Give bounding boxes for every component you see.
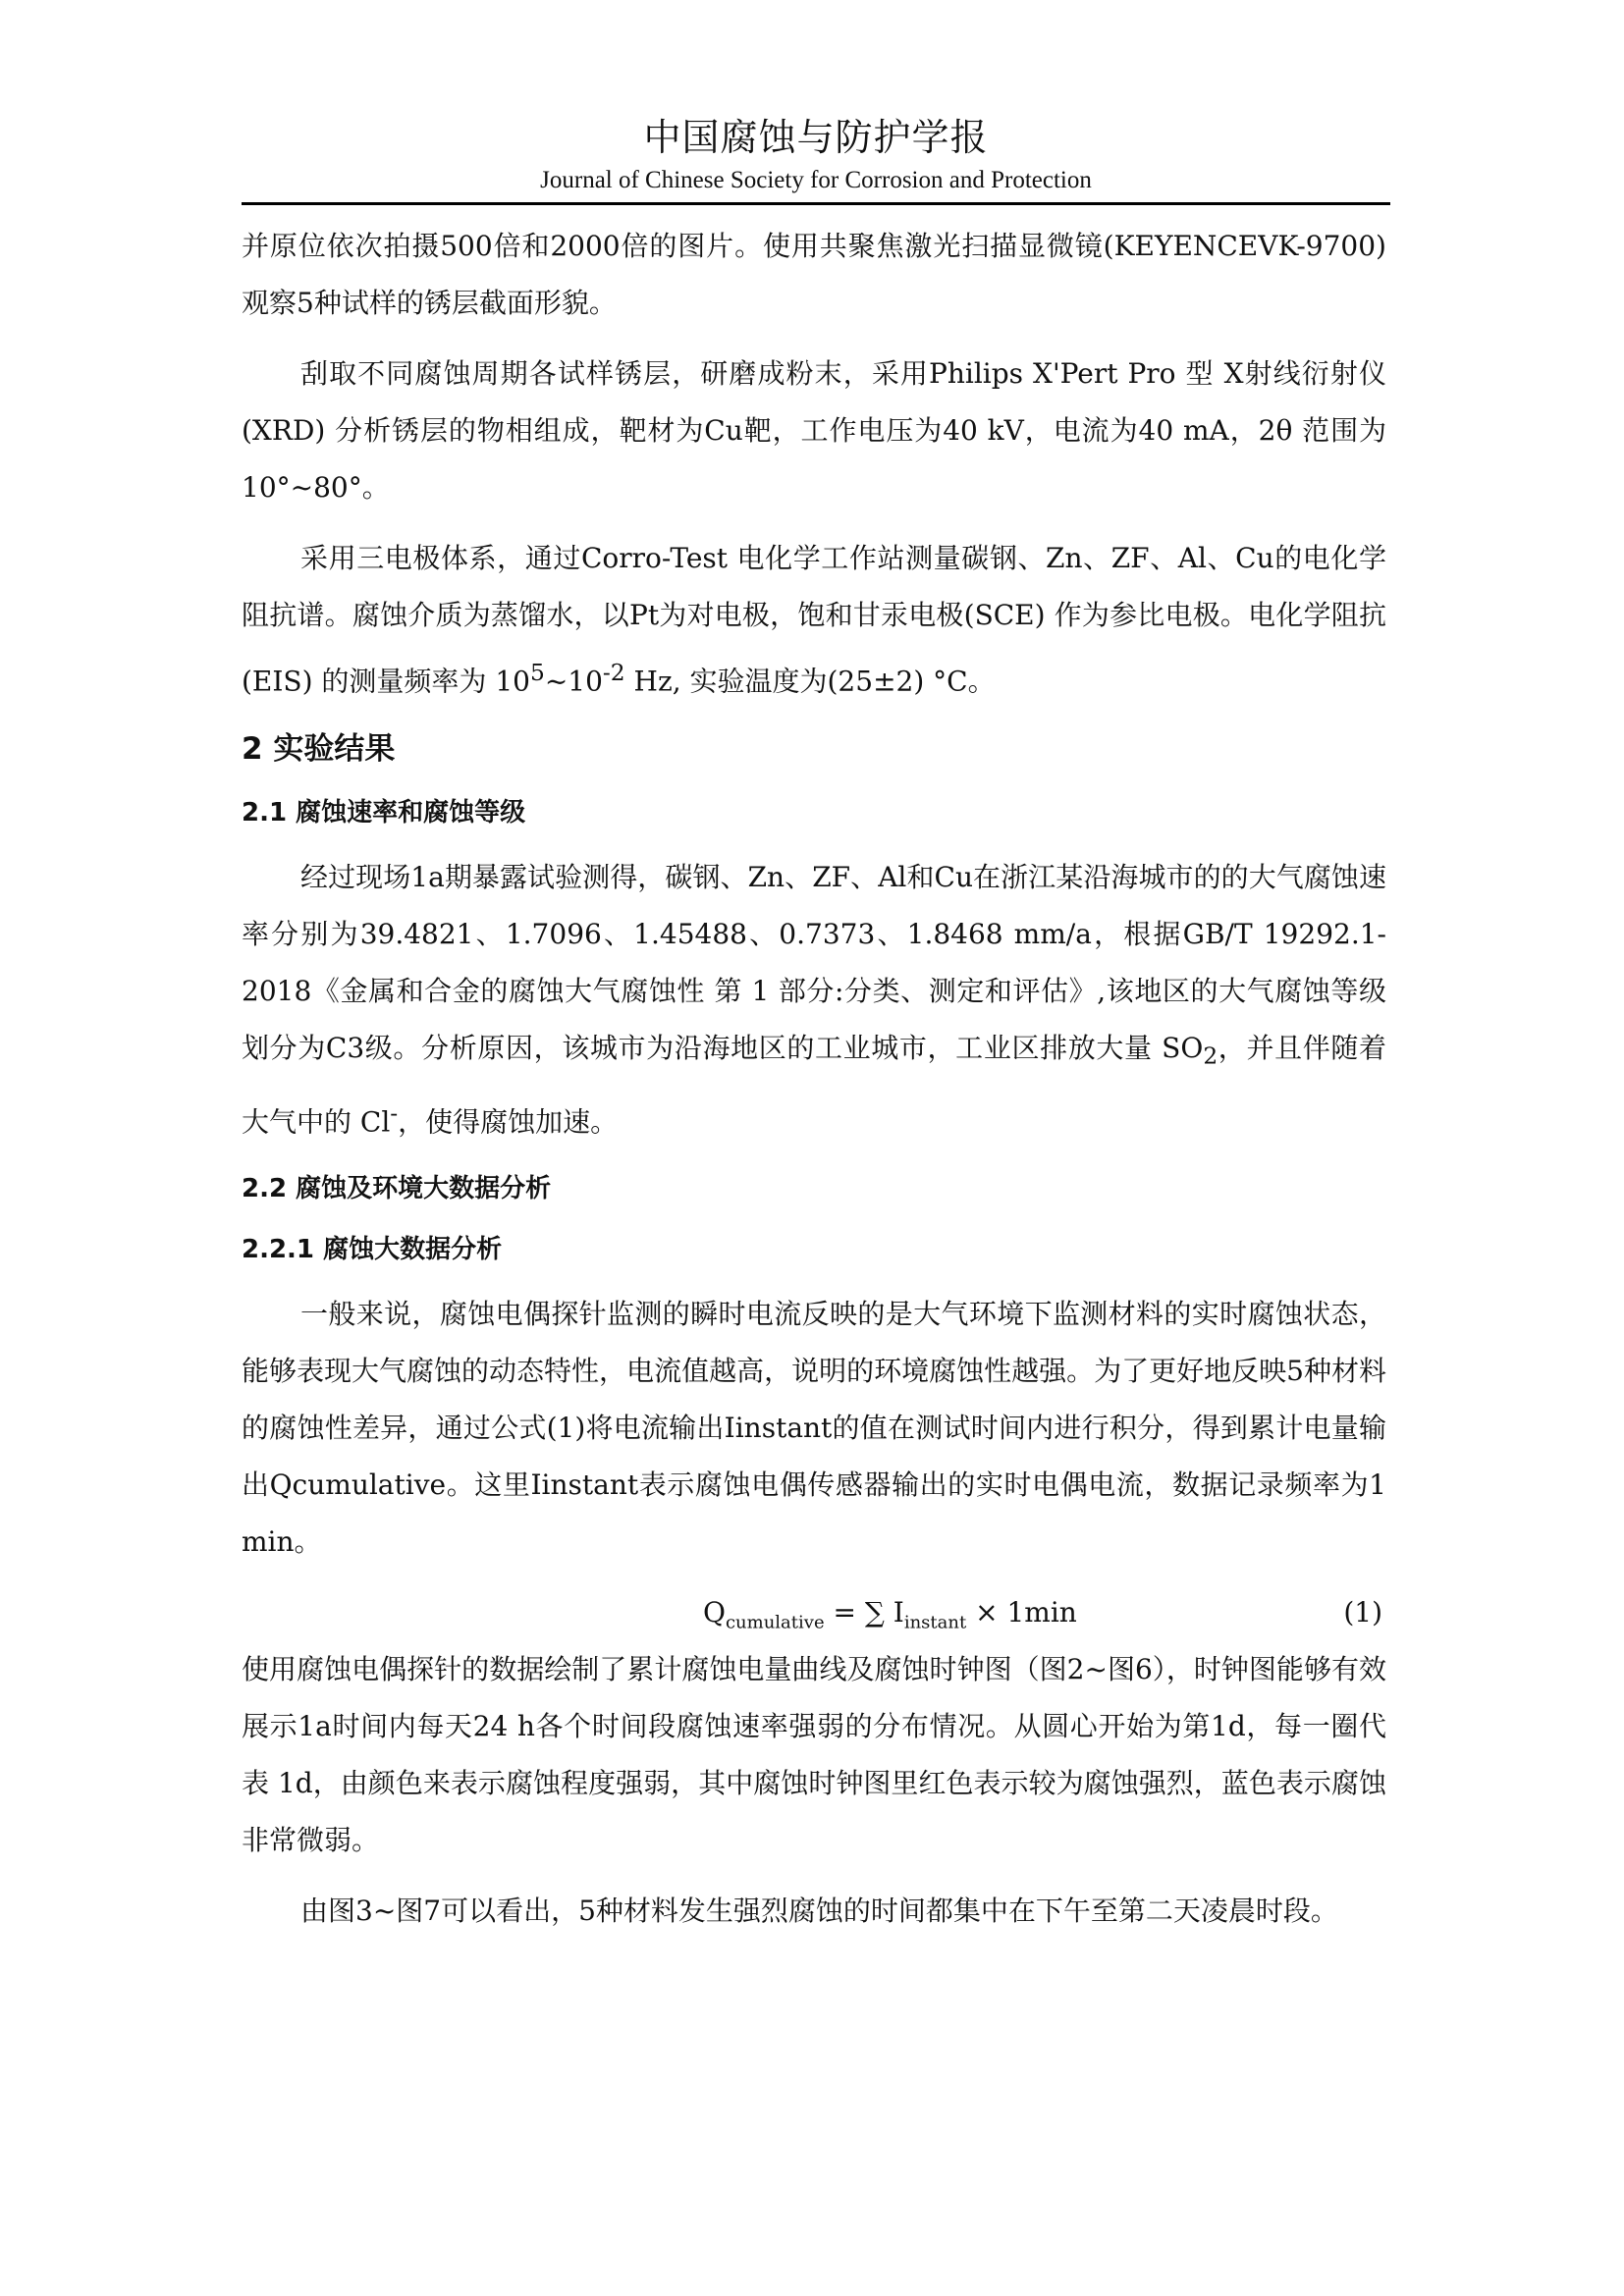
equation-expression: $Q_{cumulative}$ = ∑ $I_{instant} \times 1\min$ <box>703 1596 1077 1633</box>
paragraph: 经过现场1a期暴露试验测得，碳钢、Zn、ZF、Al和Cu在浙江某沿海城市的的大气腐蚀速率分别为39.4821、1.7096、1.45488、0.7373、1.8468 mm/a，根据GB/T 19292.1-2018《金属和合金的腐蚀大气腐蚀性 第 1 部分:分类、测定和评估》,该地区的大气腐蚀等级划分为C3级。分析原因，该城市为沿海地区的工业城市，工业区排放大量 $SO_2$，并且伴随着大气中的 Cl-，使得腐蚀加速。 <box>242 861 1386 1139</box>
equation-number: (1) <box>1343 1596 1382 1629</box>
paragraph: 并原位依次拍摄500倍和2000倍的图片。使用共聚焦激光扫描显微镜(KEYENCEVK-9700)观察5种试样的锈层截面形貌。 <box>242 230 1386 319</box>
section-heading: 2 实验结果 <box>242 731 396 768</box>
subsection-heading: 2.2 腐蚀及环境大数据分析 <box>242 1174 552 1204</box>
subsubsection-heading: 2.2.1 腐蚀大数据分析 <box>242 1235 503 1265</box>
paragraph: 刮取不同腐蚀周期各试样锈层，研磨成粉末，采用Philips X'Pert Pro 型 X射线衍射仪(XRD) 分析锈层的物相组成，靶材为Cu靶，工作电压为40 kV，电流为40 mA，2θ 范围为10°~80°。 <box>242 357 1386 504</box>
header-rule <box>242 202 1390 205</box>
article-body <box>242 218 1386 1953</box>
paragraph: 一般来说，腐蚀电偶探针监测的瞬时电流反映的是大气环境下监测材料的实时腐蚀状态，能够表现大气腐蚀的动态特性，电流值越高，说明的环境腐蚀性越强。为了更好地反映5种材料的腐蚀性差异，通过公式(1)将电流输出Iinstant的值在测试时间内进行积分，得到累计电量输出Qcumulative。这里Iinstant表示腐蚀电偶传感器输出的实时电偶电流，数据记录频率为1 min。 <box>242 1298 1386 1559</box>
journal-title-en: Journal of Chinese Society for Corrosion and Protection <box>540 167 1092 193</box>
paragraph: 使用腐蚀电偶探针的数据绘制了累计腐蚀电量曲线及腐蚀时钟图（图2~图6），时钟图能够有效展示1a时间内每天24 h各个时间段腐蚀速率强弱的分布情况。从圆心开始为第1d，每一圈代表 1d，由颜色来表示腐蚀程度强弱，其中腐蚀时钟图里红色表示较为腐蚀强烈，蓝色表示腐蚀非常微弱。 <box>242 1653 1386 1857</box>
equation <box>242 1584 1386 1641</box>
paragraph: 采用三电极体系，通过Corro-Test 电化学工作站测量碳钢、Zn、ZF、Al、Cu的电化学阻抗谱。腐蚀介质为蒸馏水，以Pt为对电极，饱和甘汞电极(SCE) 作为参比电极。电化学阻抗(EIS) 的测量频率为 $10^5\sim 10^{-2}$ Hz, 实验温度为(25±2) °C。 <box>242 542 1386 698</box>
journal-title-cn: 中国腐蚀与防护学报 <box>643 116 989 159</box>
paragraph: 由图3~图7可以看出，5种材料发生强烈腐蚀的时间都集中在下午至第二天凌晨时段。 <box>300 1895 1338 1928</box>
subsection-heading: 2.1 腐蚀速率和腐蚀等级 <box>242 798 526 828</box>
journal-header <box>242 114 1390 196</box>
